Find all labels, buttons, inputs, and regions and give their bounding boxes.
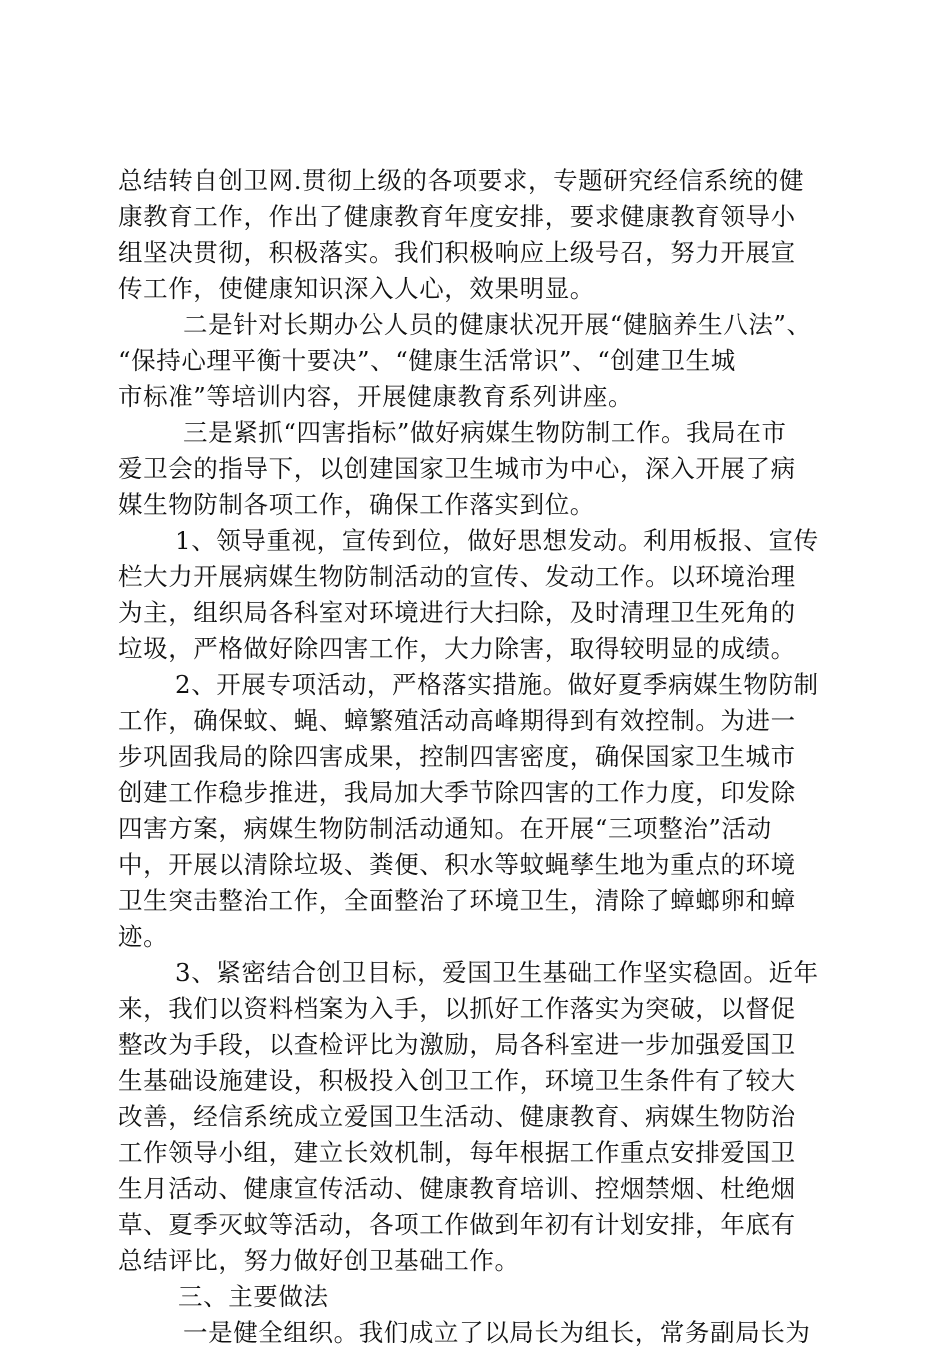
- text-line: 康教育工作，作出了健康教育年度安排，要求健康教育领导小: [118, 202, 796, 231]
- text-line: 改善，经信系统成立爱国卫生活动、健康教育、病媒生物防治: [118, 1102, 796, 1131]
- text-line: 整改为手段，以查检评比为激励，局各科室进一步加强爱国卫: [118, 1030, 796, 1059]
- text-line: 生基础设施建设，积极投入创卫工作，环境卫生条件有了较大: [118, 1066, 796, 1095]
- text-line: 工作领导小组，建立长效机制，每年根据工作重点安排爱国卫: [118, 1138, 796, 1167]
- text-line: 总结转自创卫网.贯彻上级的各项要求，专题研究经信系统的健: [118, 166, 805, 195]
- text-line: 市标准”等培训内容，开展健康教育系列讲座。: [118, 382, 634, 411]
- text-line: 生月活动、健康宣传活动、健康教育培训、控烟禁烟、杜绝烟: [118, 1174, 796, 1203]
- text-line: 草、夏季灭蚊等活动，各项工作做到年初有计划安排，年底有: [118, 1210, 796, 1239]
- text-line: 组坚决贯彻，积极落实。我们积极响应上级号召，努力开展宣: [118, 238, 796, 267]
- text-line: “保持心理平衡十要决”、“健康生活常识”、“创建卫生城: [118, 346, 736, 375]
- text-line: 为主，组织局各科室对环境进行大扫除，及时清理卫生死角的: [118, 598, 796, 627]
- text-line: 一是健全组织。我们成立了以局长为组长，常务副局长为: [183, 1318, 811, 1347]
- section-heading: 三、主要做法: [178, 1282, 329, 1311]
- text-line: 卫生突击整治工作，全面整治了环境卫生，清除了蟑螂卵和蟑: [118, 886, 796, 915]
- text-line: 二是针对长期办公人员的健康状况开展“健脑养生八法”、: [183, 310, 812, 339]
- text-line: 步巩固我局的除四害成果，控制四害密度，确保国家卫生城市: [118, 742, 796, 771]
- text-line: 四害方案，病媒生物防制活动通知。在开展“三项整治”活动: [118, 814, 772, 843]
- text-line: 创建工作稳步推进，我局加大季节除四害的工作力度，印发除: [118, 778, 796, 807]
- text-line: 媒生物防制各项工作，确保工作落实到位。: [118, 490, 595, 519]
- text-line: 3、紧密结合创卫目标，爱国卫生基础工作坚实稳固。近年: [175, 958, 819, 987]
- text-line: 垃圾，严格做好除四害工作，大力除害，取得较明显的成绩。: [118, 634, 796, 663]
- text-line: 三是紧抓“四害指标”做好病媒生物防制工作。我局在市: [183, 418, 787, 447]
- text-line: 栏大力开展病媒生物防制活动的宣传、发动工作。以环境治理: [118, 562, 796, 591]
- text-line: 2、开展专项活动，严格落实措施。做好夏季病媒生物防制: [175, 670, 819, 699]
- text-line: 来，我们以资料档案为入手，以抓好工作落实为突破，以督促: [118, 994, 796, 1023]
- text-line: 迹。: [118, 922, 169, 951]
- text-line: 总结评比，努力做好创卫基础工作。: [118, 1246, 520, 1275]
- text-line: 工作，确保蚊、蝇、蟑繁殖活动高峰期得到有效控制。为进一: [118, 706, 796, 735]
- text-line: 中，开展以清除垃圾、粪便、积水等蚊蝇孳生地为重点的环境: [118, 850, 796, 879]
- text-line: 1、领导重视，宣传到位，做好思想发动。利用板报、宣传: [175, 526, 819, 555]
- text-line: 传工作，使健康知识深入人心，效果明显。: [118, 274, 595, 303]
- text-line: 爱卫会的指导下，以创建国家卫生城市为中心，深入开展了病: [118, 454, 796, 483]
